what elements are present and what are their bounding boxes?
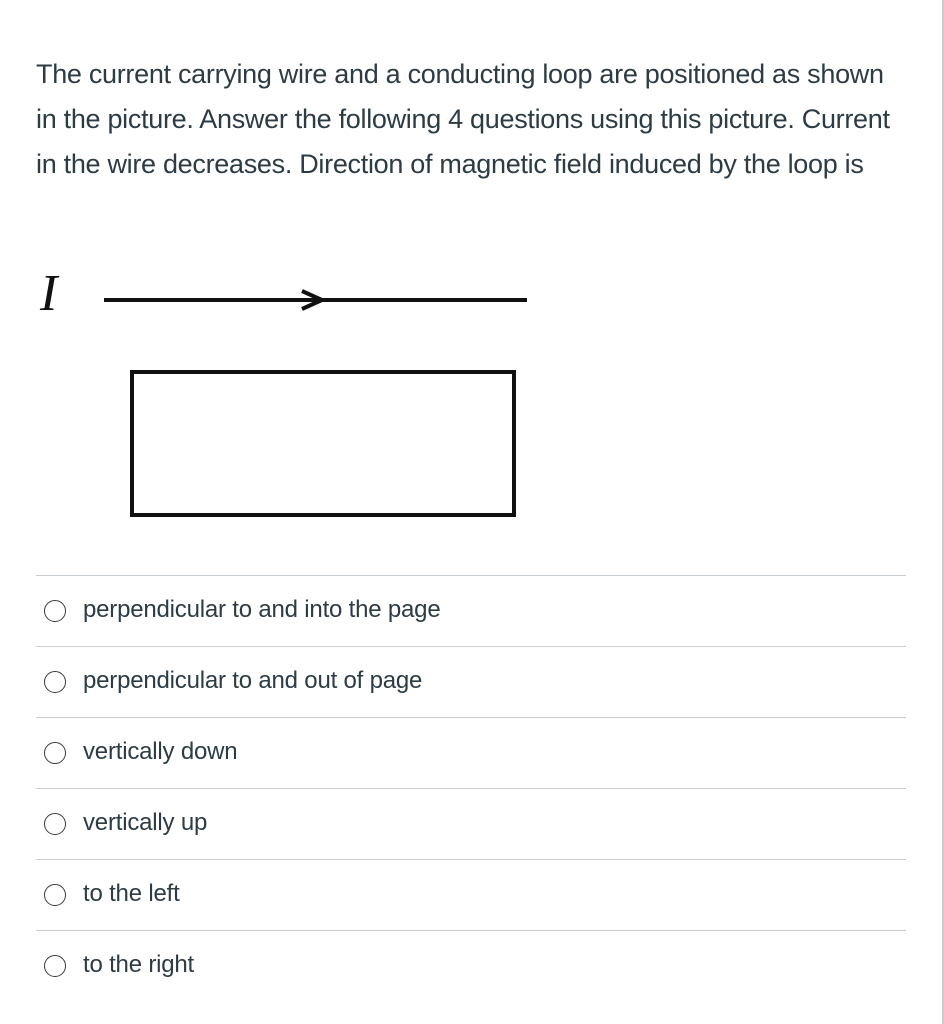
answer-option-vertically-up[interactable] [36,788,906,859]
question-text: The current carrying wire and a conducting loop are positioned as shown in the picture. Answer the following 4 questions using this picture. Current in the wire decreases. Direction of magnetic field induced by the loop is [36,59,890,179]
answer-option-vertically-down[interactable] [36,717,906,788]
radio-button[interactable] [44,742,66,764]
answer-option-into-page[interactable] [36,575,906,646]
radio-button[interactable] [44,884,66,906]
radio-button[interactable] [44,600,66,622]
answer-label[interactable]: to the right [83,951,195,978]
answer-option-to-the-left[interactable] [36,859,906,930]
answer-label[interactable]: vertically down [83,738,238,765]
answer-option-out-of-page[interactable] [36,646,906,717]
answer-label[interactable]: perpendicular to and into the page [83,596,441,623]
answer-label[interactable]: perpendicular to and out of page [83,667,423,694]
answer-list [36,575,906,1001]
answer-label[interactable]: vertically up [83,809,208,836]
conducting-loop [132,372,514,515]
radio-button[interactable] [44,813,66,835]
answer-label[interactable]: to the left [83,880,180,907]
wire-and-loop-diagram [30,258,550,528]
current-label: I [40,265,58,322]
answer-option-to-the-right[interactable] [36,930,906,1001]
physics-figure [30,258,550,528]
radio-button[interactable] [44,671,66,693]
radio-button[interactable] [44,955,66,977]
